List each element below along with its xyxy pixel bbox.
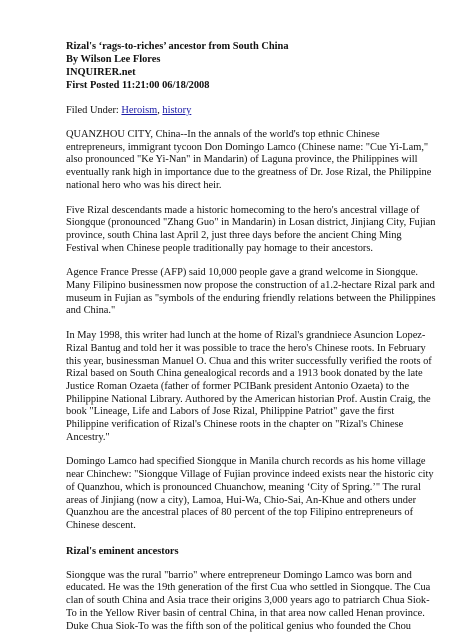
article-paragraph: Agence France Presse (AFP) said 10,000 people gave a grand welcome in Siongque. Many Filipino businessmen now propose the construction of a1.2-hectare Rizal park and museum in Fujian as "symbols of the enduring friendly relations between the Philippines and China.": [66, 267, 436, 317]
article-header: [66, 40, 436, 92]
article-title: Rizal's ‘rags-to-riches’ ancestor from South China: [66, 41, 289, 52]
tag-link-heroism[interactable]: Heroism: [121, 105, 158, 116]
article-paragraph: Five Rizal descendants made a historic homecoming to the hero's ancestral village of Siongque (pronounced "Zhang Guo" in Mandarin) in Losan district, Jinjiang City, Fujian province, south China last April 2, just three days before the ancient Ching Ming Festival when Chinese people traditionally pay homage to their ancestors.: [66, 204, 436, 254]
tag-separator: ,: [157, 105, 163, 116]
article-source: INQUIRER.net: [66, 67, 136, 78]
article-paragraph: QUANZHOU CITY, China--In the annals of the world's top ethnic Chinese entrepreneurs, immigrant tycoon Don Domingo Lamco (Chinese name: "Cue Yi-Lam," also pronounced "Ke Yi-Nan" in Mandarin) of Laguna province, the Philippines will eventually rank high in importance due to the greatness of Dr. Jose Rizal, the Philippine national hero who was his direct heir.: [66, 129, 432, 191]
article-byline: By Wilson Lee Flores: [66, 54, 161, 65]
filed-under-label: Filed Under:: [66, 105, 122, 116]
filed-under: [66, 104, 436, 117]
article-posted-date: First Posted 11:21:00 06/18/2008: [66, 80, 210, 91]
section-heading: Rizal's eminent ancestors: [66, 545, 179, 557]
article-paragraph: Siongque was the rural "barrio" where entrepreneur Domingo Lamco was born and educated. He was the 19th generation of the first Cua who settled in Siongque. The Cua clan of south China and Asia trace their origins 3,000 years ago to patriarch Chua Siok-To in the Yellow River basin of central China, in that area now called Henan province. Duke Chua Siok-To was the fifth son of the political genius who founded the Chou: [66, 569, 431, 632]
tag-link-history[interactable]: history: [162, 105, 192, 116]
article-paragraph: Domingo Lamco had specified Siongque in Manila church records as his home village near Chinchew: "Siongque Village of Fujian province indeed exists near the historic city of Quanzhou, which is pronounced Chuanchow, meaning ‘City of Spring.’" The rural areas of Jinjiang (now a city), Lamoa, Hui-Wa, Chio-Sai, An-Khue and others under Quanzhou are the ancestral places of 80 percent of the top Filipino entrepreneurs of Chinese descent.: [66, 456, 434, 531]
article-paragraph: In May 1998, this writer had lunch at the home of Rizal's grandniece Asuncion Lopez-Rizal Bantug and told her it was possible to trace the hero's Chinese roots. In February this year, businessman Manuel O. Chua and this writer successfully verified the roots of Rizal based on South China genealogical records and a 1913 book donated by the late Justice Roman Ozaeta (father of former PCIBank president Antonio Ozaeta) to the Philippine National Library. Authored by the American historian Prof. Austin Craig, the book "Lineage, Life and Labors of Jose Rizal, Philippine Patriot" gave the first Philippine verification of Rizal's Chinese roots in the chapter on "Rizal's Chinese Ancestry.": [66, 330, 432, 443]
